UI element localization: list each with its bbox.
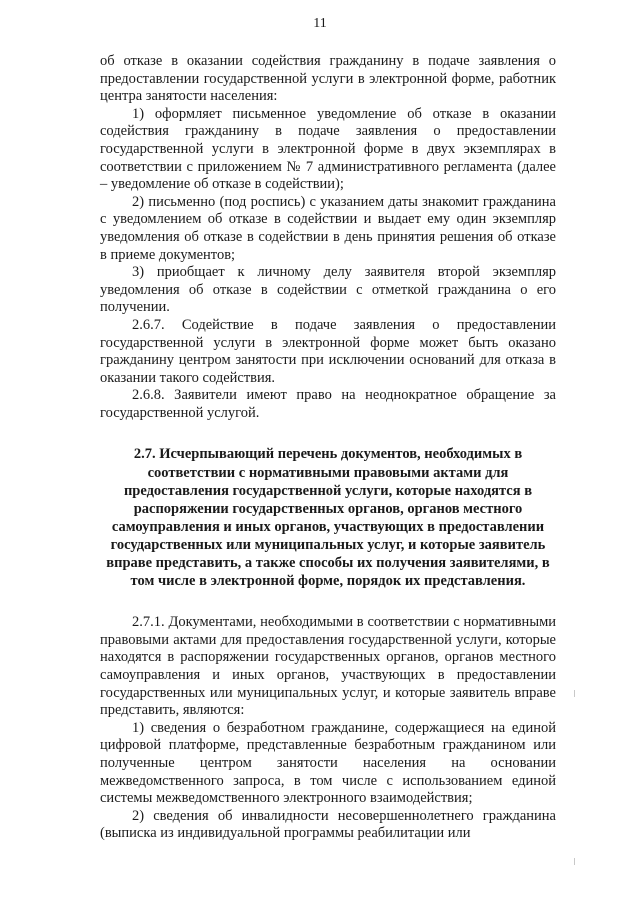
paragraph: 2.7.1. Документами, необходимыми в соответствии с нормативными правовыми актами для предоставления государственной услуги, которые находятся в распоряжении государственных органов, органов местного самоуправления и иных органов, участвующих в предоставлении государственных или муниципальных услуг, и которые заявитель вправе представить, являются: <box>100 614 556 719</box>
paragraph: 2.6.8. Заявители имеют право на неоднократное обращение за государственной услугой. <box>100 387 556 421</box>
margin-mark <box>574 690 575 697</box>
list-item: 1) сведения о безработном гражданине, содержащиеся на единой цифровой платформе, представленные безработным гражданином или полученные центром занятости населения на основании межведомственного запроса, в том числе с использованием единой системы межведомственного электронного взаимодействия; <box>100 719 556 807</box>
document-body <box>100 53 556 843</box>
margin-mark <box>574 858 575 865</box>
page-number: 11 <box>313 16 327 31</box>
list-item: 3) приобщает к личному делу заявителя второй экземпляр уведомления об отказе в содействии с отметкой гражданина о его получении. <box>100 264 556 316</box>
paragraph: об отказе в оказании содействия гражданину в подаче заявления о предоставлении государственной услуги в электронной форме, работник центра занятости населения: <box>100 53 556 105</box>
list-item: 2) сведения об инвалидности несовершеннолетнего гражданина (выписка из индивидуальной программы реабилитации или <box>100 807 556 842</box>
section-heading: 2.7. Исчерпывающий перечень документов, необходимых в соответствии с нормативными правовыми актами для предоставления государственной услуги, которые находятся в распоряжении государственных органов, органов местного самоуправления и иных органов, участвующих в предоставлении государственных или муниципальных услуг, и которые заявитель вправе представить, а также способы их получения заявителями, в том числе в электронной форме, порядок их представления. <box>106 446 550 590</box>
list-item: 2) письменно (под роспись) с указанием даты знакомит гражданина с уведомлением об отказе в содействии и выдает ему один экземпляр уведомления об отказе в содействии в день принятия решения об отказе в приеме документов; <box>100 193 556 263</box>
paragraph: 2.6.7. Содействие в подаче заявления о предоставлении государственной услуги в электронной форме может быть оказано гражданину центром занятости при исключении оснований для отказа в оказании такого содействия. <box>100 316 556 386</box>
list-item: 1) оформляет письменное уведомление об отказе в оказании содействия гражданину в подаче заявления о предоставлении государственной услуги в электронной форме в двух экземплярах в соответствии с приложением № 7 административного регламента (далее – уведомление об отказе в содействии); <box>100 105 556 193</box>
